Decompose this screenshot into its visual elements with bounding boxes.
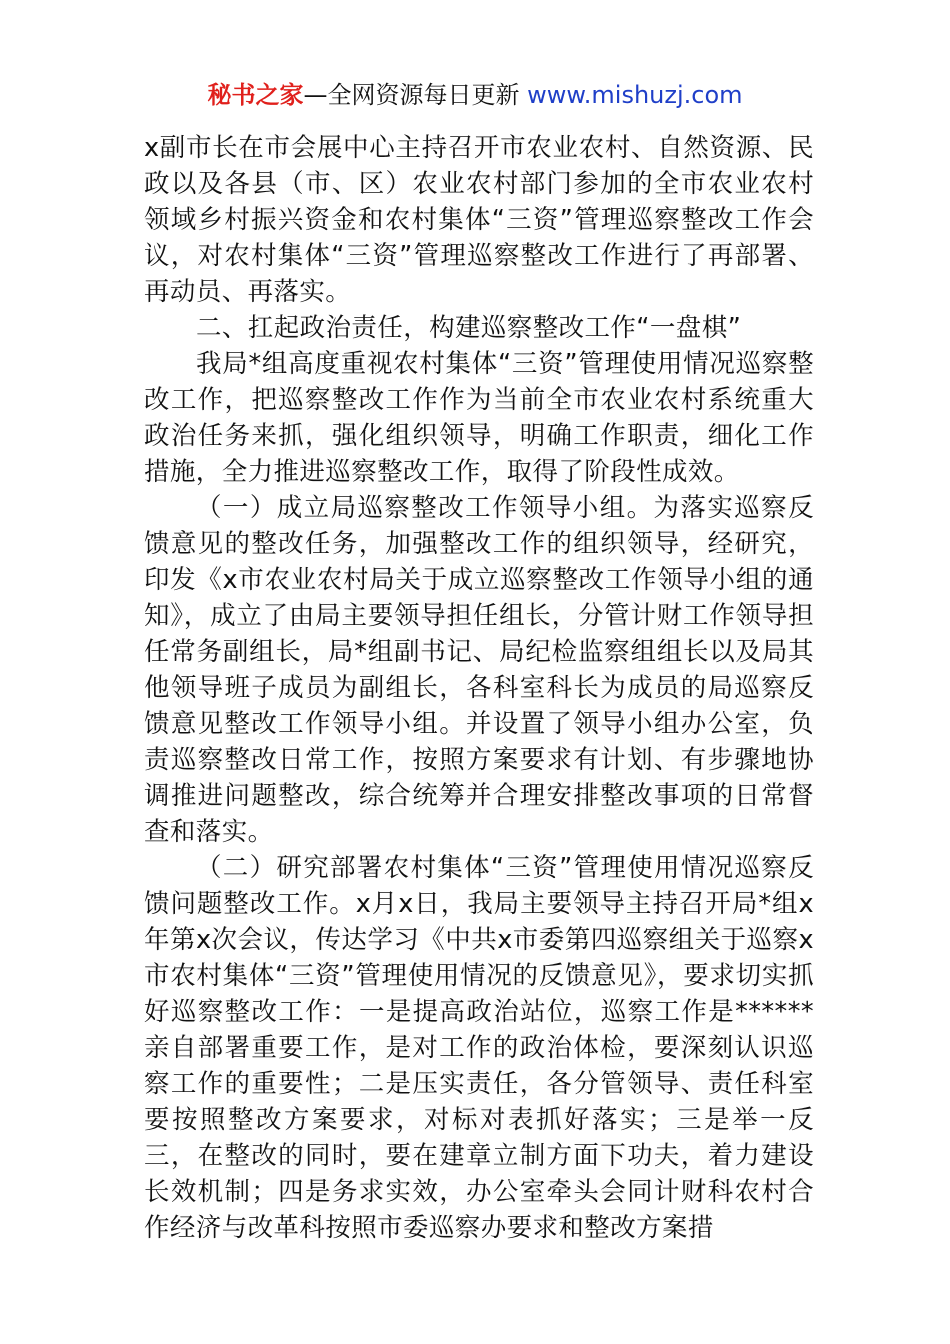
paragraph-item-1: （一）成立局巡察整改工作领导小组。为落实巡察反馈意见的整改任务，加强整改工作的组织领导，经研究，印发《x市农业农村局关于成立巡察整改工作领导小组的通知》，成立了由局主要领导担任组长，分管计财工作领导担任常务副组长，局*组副书记、局纪检监察组组长以及局其他领导班子成员为副组长，各科室科长为成员的局巡察反馈意见整改工作领导小组。并设置了领导小组办公室，负责巡察整改日常工作，按照方案要求有计划、有步骤地协调推进问题整改，综合统筹并合理安排整改事项的日常督查和落实。 — [144, 493, 814, 847]
site-brand: 秘书之家 — [207, 81, 304, 109]
site-url-link[interactable]: www.mishuzj.com — [527, 81, 743, 109]
site-tagline: —全网资源每日更新 — [303, 81, 528, 109]
site-header — [0, 78, 950, 112]
paragraph-continued: x副市长在市会展中心主持召开市农业农村、自然资源、民政以及各县（市、区）农业农村部门参加的全市农业农村领域乡村振兴资金和农村集体“三资”管理巡察整改工作会议，对农村集体“三资”管理巡察整改工作进行了再部署、再动员、再落实。 — [144, 133, 814, 307]
paragraph-item-2: （二）研究部署农村集体“三资”管理使用情况巡察反馈问题整改工作。x月x日，我局主要领导主持召开局*组x年第x次会议，传达学习《中共x市委第四巡察组关于巡察x市农村集体“三资”管理使用情况的反馈意见》，要求切实抓好巡察整改工作：一是提高政治站位，巡察工作是******亲自部署重要工作，是对工作的政治体检，要深刻认识巡察工作的重要性；二是压实责任，各分管领导、责任科室要按照整改方案要求，对标对表抓好落实；三是举一反三，在整改的同时，要在建章立制方面下功夫，着力建设长效机制；四是务求实效，办公室牵头会同计财科农村合作经济与改革科按照市委巡察办要求和整改方案措 — [144, 853, 814, 1243]
document-body — [144, 130, 814, 1246]
paragraph-intro: 我局*组高度重视农村集体“三资”管理使用情况巡察整改工作，把巡察整改工作作为当前全市农业农村系统重大政治任务来抓，强化组织领导，明确工作职责，细化工作措施，全力推进巡察整改工作，取得了阶段性成效。 — [144, 349, 814, 487]
section-heading: 二、扛起政治责任，构建巡察整改工作“一盘棋” — [196, 313, 742, 343]
